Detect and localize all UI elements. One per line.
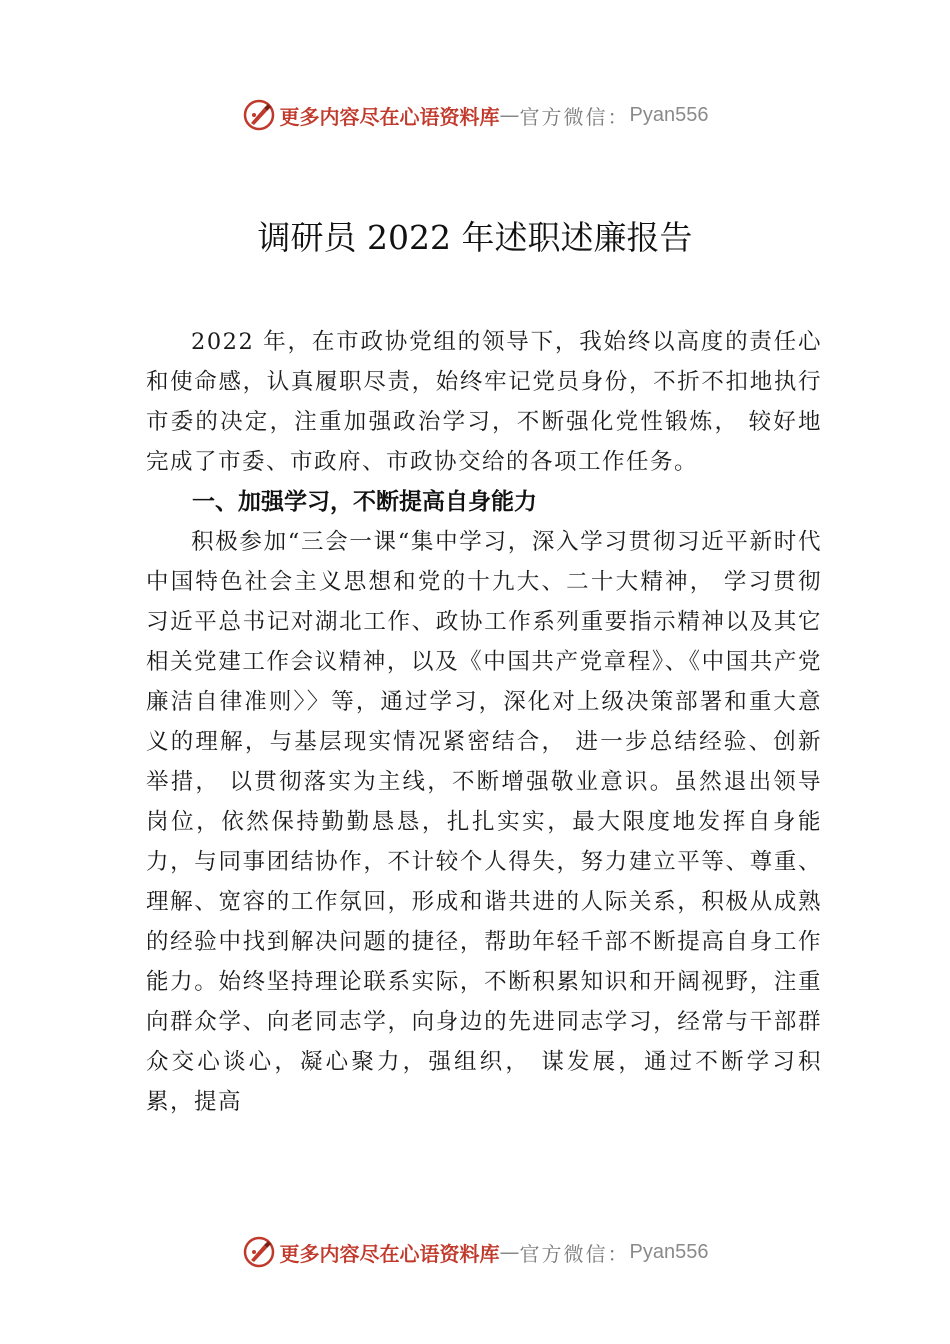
document-title: 调研员 2022 年述职述廉报告 bbox=[257, 218, 693, 257]
watermark-separator: — bbox=[499, 103, 520, 127]
footer-watermark bbox=[0, 1232, 950, 1272]
pen-logo-icon bbox=[242, 1235, 276, 1269]
watermark-wechat-id: Pyan556 bbox=[629, 1240, 709, 1263]
section-paragraph: 积极参加“三会一课“集中学习，深入学习贯彻习近平新时代中国特色社会主义思想和党的十九大、二十大精神， 学习贯彻习近平总书记对湖北工作、政协工作系列重要指示精神以及其它相关党建工作会议精神，以及《中国共产党章程》、《中国共产党廉洁自律准则〉〉等，通过学习，深化对上级决策部署和重大意义的理解，与基层现实情况紧密结合， 进一步总结经验、创新举措， 以贯彻落实为主线，不断增强敬业意识。虽然退出领导岗位，依然保持勤勤恳恳，扎扎实实，最大限度地发挥自身能力，与同事团结协作，不计较个人得失，努力建立平等、尊重、理解、宽容的工作氛回，形成和谐共进的人际关系，积极从成熟的经验中找到解决问题的捷径，帮助年轻千部不断提高自身工作能力。始终坚持理论联系实际，不断积累知识和开阔视野，注重向群众学、向老同志学，向身边的先进同志学习，经常与干部群众交心谈心，凝心聚力，强组织， 谋发展，通过不断学习积累，提高 bbox=[146, 529, 822, 1115]
watermark-separator: — bbox=[499, 1240, 520, 1264]
pen-logo-icon bbox=[242, 98, 276, 132]
watermark-wechat-label: 官方微信： bbox=[519, 104, 630, 129]
watermark-brand: 更多内容尽在心语资料库 bbox=[279, 104, 500, 129]
intro-paragraph: 2022 年，在市政协党组的领导下，我始终以高度的责任心和使命感，认真履职尽责，始终牢记党员身份，不折不扣地执行市委的决定，注重加强政治学习，不断强化党性锻炼， 较好地完成了市委、市政府、市政协交给的各项工作任务。 bbox=[146, 329, 822, 475]
watermark-wechat-id: Pyan556 bbox=[629, 103, 709, 126]
header-watermark bbox=[0, 95, 950, 135]
watermark-brand: 更多内容尽在心语资料库 bbox=[279, 1241, 500, 1266]
watermark-wechat-label: 官方微信： bbox=[519, 1241, 630, 1266]
section-heading: 一、加强学习，不断提高自身能力 bbox=[192, 489, 537, 515]
document-body bbox=[146, 322, 822, 1122]
